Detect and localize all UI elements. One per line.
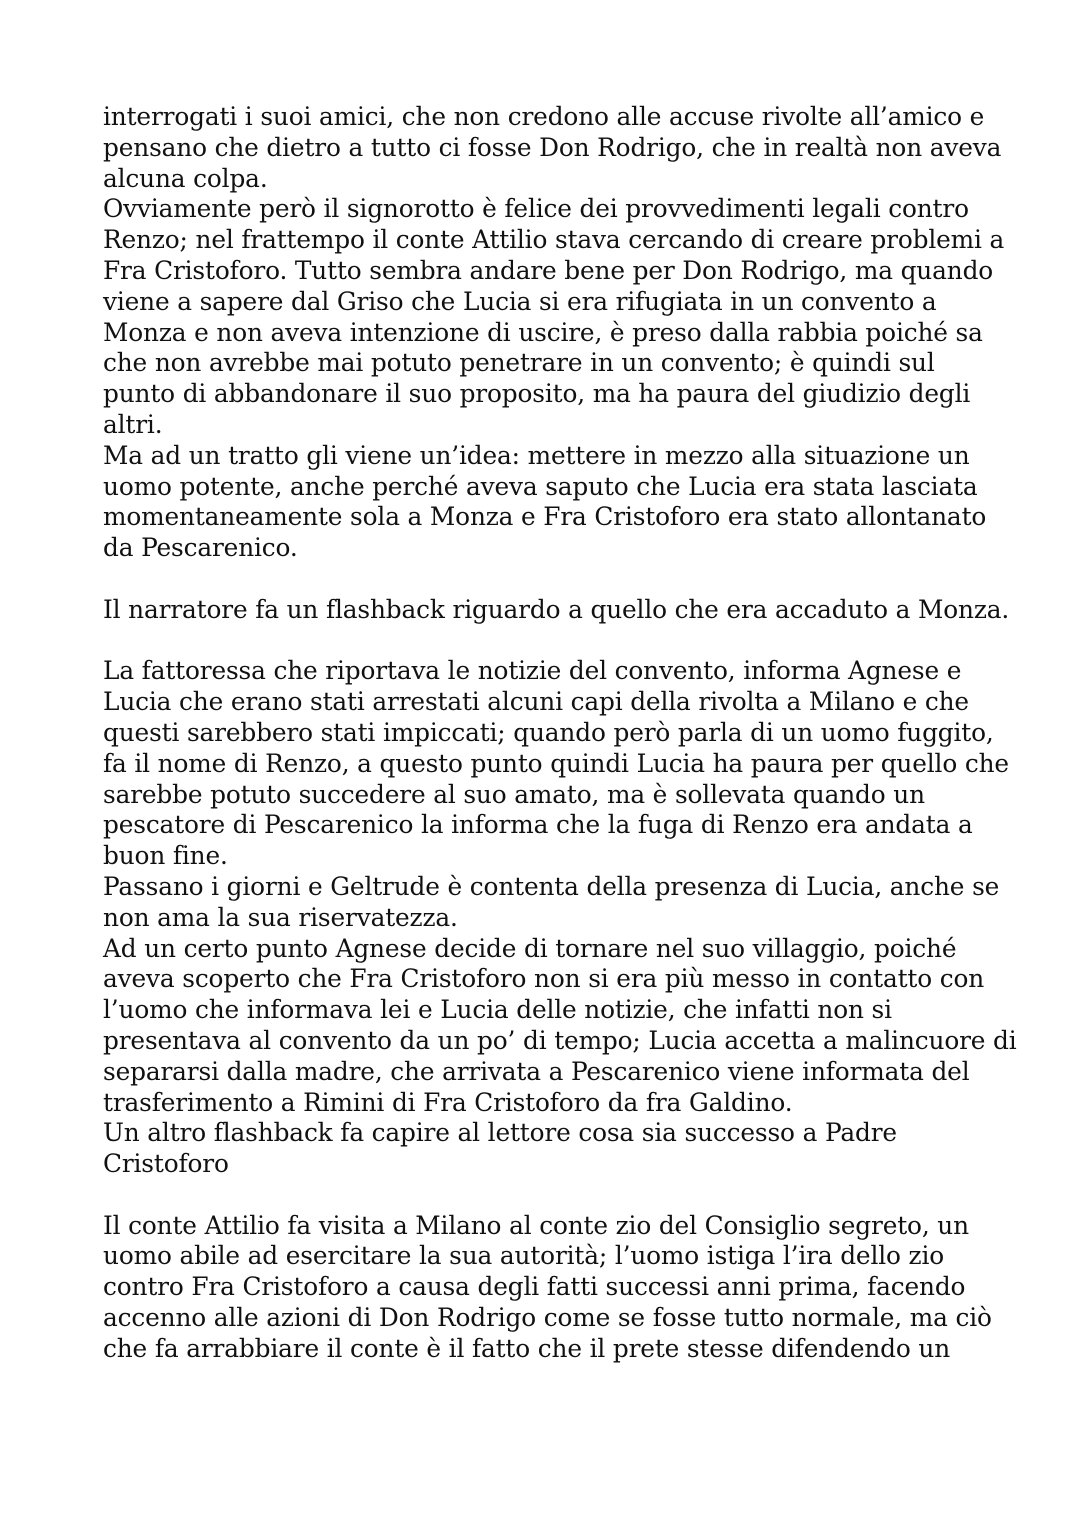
section-2: [103, 594, 1010, 626]
text-line: aveva scoperto che Fra Cristoforo non si era più messo in contatto con: [103, 964, 985, 994]
section-4: [103, 1211, 1003, 1365]
paragraph-gap: [103, 1180, 1003, 1211]
text-line: Passano i giorni e Geltrude è contenta della presenza di Lucia, anche se: [103, 871, 1000, 901]
text-line: Un altro flashback fa capire al lettore cosa sia successo a Padre: [103, 1118, 897, 1148]
text-line: interrogati i suoi amici, che non credono alle accuse rivolte all’amico e: [103, 102, 985, 131]
text-line: pensano che dietro a tutto ci fosse Don Rodrigo, che in realtà non aveva: [103, 132, 1002, 162]
text-line: l’uomo che informava lei e Lucia delle notizie, che infatti non si: [103, 995, 892, 1025]
section-1: [103, 102, 1003, 564]
text-line: Lucia che erano stati arrestati alcuni capi della rivolta a Milano e che: [103, 687, 969, 717]
text-line: che non avrebbe mai potuto penetrare in un convento; è quindi sul: [103, 348, 935, 378]
text-line: Ovviamente però il signorotto è felice dei provvedimenti legali contro: [103, 194, 969, 224]
text-line: uomo potente, anche perché aveva saputo che Lucia era stata lasciata: [103, 471, 978, 501]
text-line: pescatore di Pescarenico la informa che la fuga di Renzo era andata a: [103, 810, 973, 840]
text-line: fa il nome di Renzo, a questo punto quindi Lucia ha paura per quello che: [103, 748, 1009, 778]
text-line: contro Fra Cristoforo a causa degli fatti successi anni prima, facendo: [103, 1272, 966, 1302]
text-line: momentaneamente sola a Monza e Fra Cristoforo era stato allontanato: [103, 502, 987, 532]
text-line: Ad un certo punto Agnese decide di tornare nel suo villaggio, poiché: [103, 933, 957, 963]
text-line: trasferimento a Rimini di Fra Cristoforo da fra Galdino.: [103, 1087, 793, 1117]
text-line: sarebbe potuto succedere al suo amato, ma è sollevata quando un: [103, 779, 925, 809]
text-line: viene a sapere dal Griso che Lucia si era rifugiata in un convento a: [103, 286, 937, 316]
text-line: uomo abile ad esercitare la sua autorità; l’uomo istiga l’ira dello zio: [103, 1241, 945, 1271]
text-line: punto di abbandonare il suo proposito, ma ha paura del giudizio degli: [103, 379, 971, 409]
text-line: Cristoforo: [103, 1149, 229, 1179]
text-line: Fra Cristoforo. Tutto sembra andare bene per Don Rodrigo, ma quando: [103, 255, 994, 285]
text-line: Renzo; nel frattempo il conte Attilio stava cercando di creare problemi a: [103, 225, 1005, 255]
text-line: accenno alle azioni di Don Rodrigo come se fosse tutto normale, ma ciò: [103, 1303, 992, 1333]
paragraph-gap: [103, 564, 1003, 595]
section-3: [103, 656, 1017, 1180]
text-line: alcuna colpa.: [103, 163, 268, 193]
text-line: che fa arrabbiare il conte è il fatto che il prete stesse difendendo un: [103, 1333, 951, 1363]
text-line: Ma ad un tratto gli viene un’idea: mettere in mezzo alla situazione un: [103, 440, 970, 470]
paragraph-gap: [103, 626, 1003, 657]
text-line: non ama la sua riservatezza.: [103, 902, 458, 932]
text-line: questi sarebbero stati impiccati; quando però parla di un uomo fuggito,: [103, 717, 994, 747]
text-line: buon fine.: [103, 841, 228, 871]
text-line: Il narratore fa un flashback riguardo a quello che era accaduto a Monza.: [103, 594, 1010, 624]
text-line: presentava al convento da un po’ di tempo; Lucia accetta a malincuore di: [103, 1025, 1017, 1055]
document-page: [103, 102, 1017, 1365]
text-line: La fattoressa che riportava le notizie del convento, informa Agnese e: [103, 656, 962, 686]
text-line: altri.: [103, 409, 163, 439]
text-line: separarsi dalla madre, che arrivata a Pescarenico viene informata del: [103, 1056, 970, 1086]
text-line: Monza e non aveva intenzione di uscire, è preso dalla rabbia poiché sa: [103, 317, 983, 347]
text-line: Il conte Attilio fa visita a Milano al conte zio del Consiglio segreto, un: [103, 1210, 969, 1240]
text-line: da Pescarenico.: [103, 533, 298, 563]
